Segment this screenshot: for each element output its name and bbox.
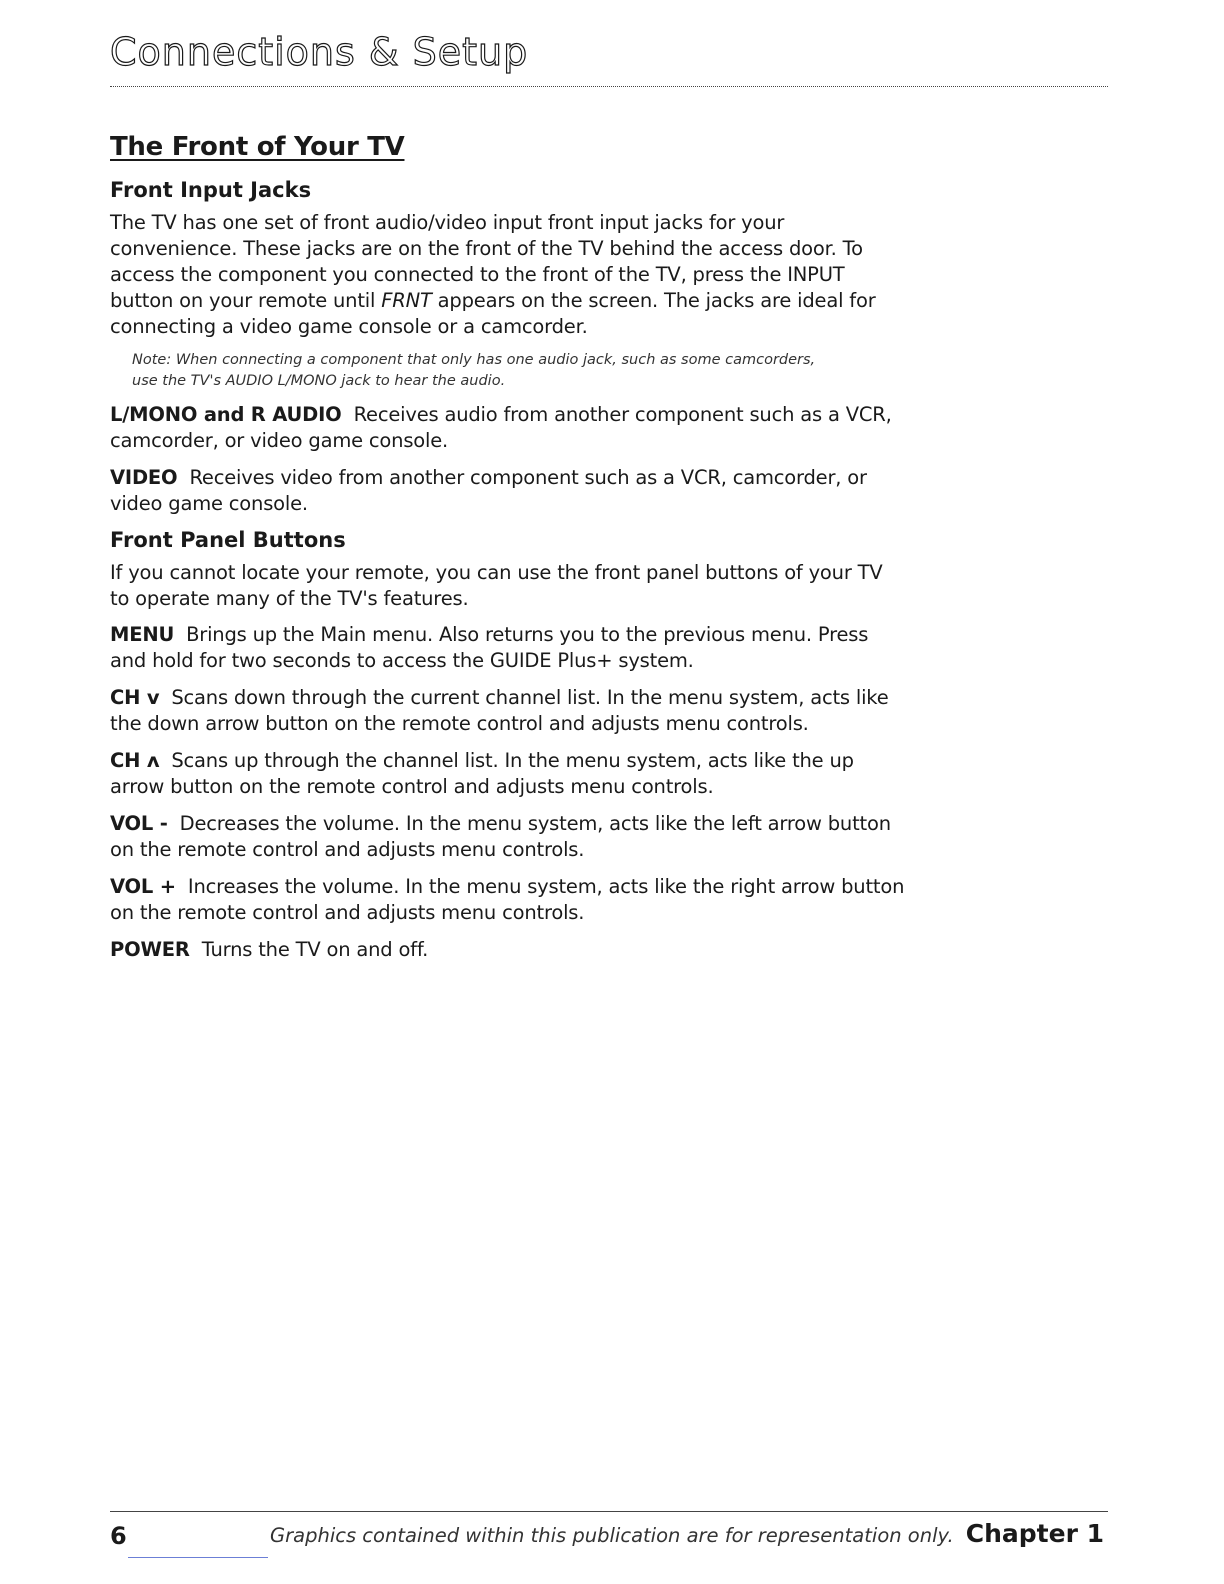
page-header-title: Connections & Setup <box>110 30 529 74</box>
intro-text: button on your remote until <box>110 289 382 312</box>
intro-line: connecting a video game console or a camcorder. <box>110 315 588 338</box>
intro-line <box>110 288 910 314</box>
definition-ch-up <box>110 748 910 800</box>
definition-term: L/MONO and R AUDIO <box>110 403 342 426</box>
definition-term: VIDEO <box>110 466 178 489</box>
definition-text: on the remote control and adjusts menu controls. <box>110 901 585 924</box>
intro-line: access the component you connected to the front of the TV, press the INPUT <box>110 263 845 286</box>
footer-disclaimer: Graphics contained within this publication are for representation only. <box>270 1524 954 1547</box>
intro-line: The TV has one set of front audio/video input front input jacks for your <box>110 211 785 234</box>
front-panel-heading: Front Panel Buttons <box>110 528 346 552</box>
definition-term: CH v <box>110 686 160 709</box>
section-title: The Front of Your TV <box>110 132 405 162</box>
definition-video <box>110 465 910 517</box>
definition-vol-up <box>110 874 910 926</box>
definition-text: Scans down through the current channel list. In the menu system, acts like <box>171 686 889 709</box>
definition-text: on the remote control and adjusts menu controls. <box>110 838 585 861</box>
definition-text: Turns the TV on and off. <box>201 938 429 961</box>
definition-ch-down <box>110 685 910 737</box>
intro-text: appears on the screen. The jacks are ideal for <box>431 289 876 312</box>
note-line: Note: When connecting a component that only has one audio jack, such as some camcorders, <box>132 352 816 368</box>
definition-text: Decreases the volume. In the menu system, acts like the left arrow button <box>179 812 891 835</box>
definition-term: POWER <box>110 938 190 961</box>
definition-text: Scans up through the channel list. In the menu system, acts like the up <box>171 749 854 772</box>
intro-line: If you cannot locate your remote, you can use the front panel buttons of your TV <box>110 561 883 584</box>
note <box>110 350 910 392</box>
definition-text: camcorder, or video game console. <box>110 429 449 452</box>
page-header <box>110 30 1108 74</box>
definition-text: Receives audio from another component such as a VCR, <box>353 403 892 426</box>
front-input-heading: Front Input Jacks <box>110 178 312 202</box>
intro-line: convenience. These jacks are on the front of the TV behind the access door. To <box>110 237 863 260</box>
definition-text: video game console. <box>110 492 308 515</box>
definition-vol-down <box>110 811 910 863</box>
definition-text: arrow button on the remote control and adjusts menu controls. <box>110 775 714 798</box>
definition-text: Brings up the Main menu. Also returns you to the previous menu. Press <box>186 623 869 646</box>
main-content <box>110 132 910 974</box>
frnt-term: FRNT <box>381 289 432 312</box>
page-number: 6 <box>110 1522 127 1550</box>
definition-menu <box>110 622 910 674</box>
page-number-underline <box>128 1557 268 1558</box>
definition-power <box>110 937 910 963</box>
definition-text: and hold for two seconds to access the GUIDE Plus+ system. <box>110 649 694 672</box>
chapter-label: Chapter 1 <box>965 1519 1104 1548</box>
definition-term: CH ʌ <box>110 749 160 772</box>
front-input-intro <box>110 210 910 340</box>
definition-term: VOL + <box>110 875 176 898</box>
definition-text: the down arrow button on the remote control and adjusts menu controls. <box>110 712 809 735</box>
intro-line: to operate many of the TV's features. <box>110 587 469 610</box>
note-line: use the TV's AUDIO L/MONO jack to hear the audio. <box>132 373 506 389</box>
header-divider <box>110 86 1108 87</box>
definition-text: Receives video from another component such as a VCR, camcorder, or <box>189 466 867 489</box>
definition-text: Increases the volume. In the menu system, acts like the right arrow button <box>187 875 905 898</box>
front-panel-intro <box>110 560 910 612</box>
footer-divider <box>110 1511 1108 1512</box>
definition-term: MENU <box>110 623 175 646</box>
definition-lmono-raudio <box>110 402 910 454</box>
definition-term: VOL - <box>110 812 168 835</box>
